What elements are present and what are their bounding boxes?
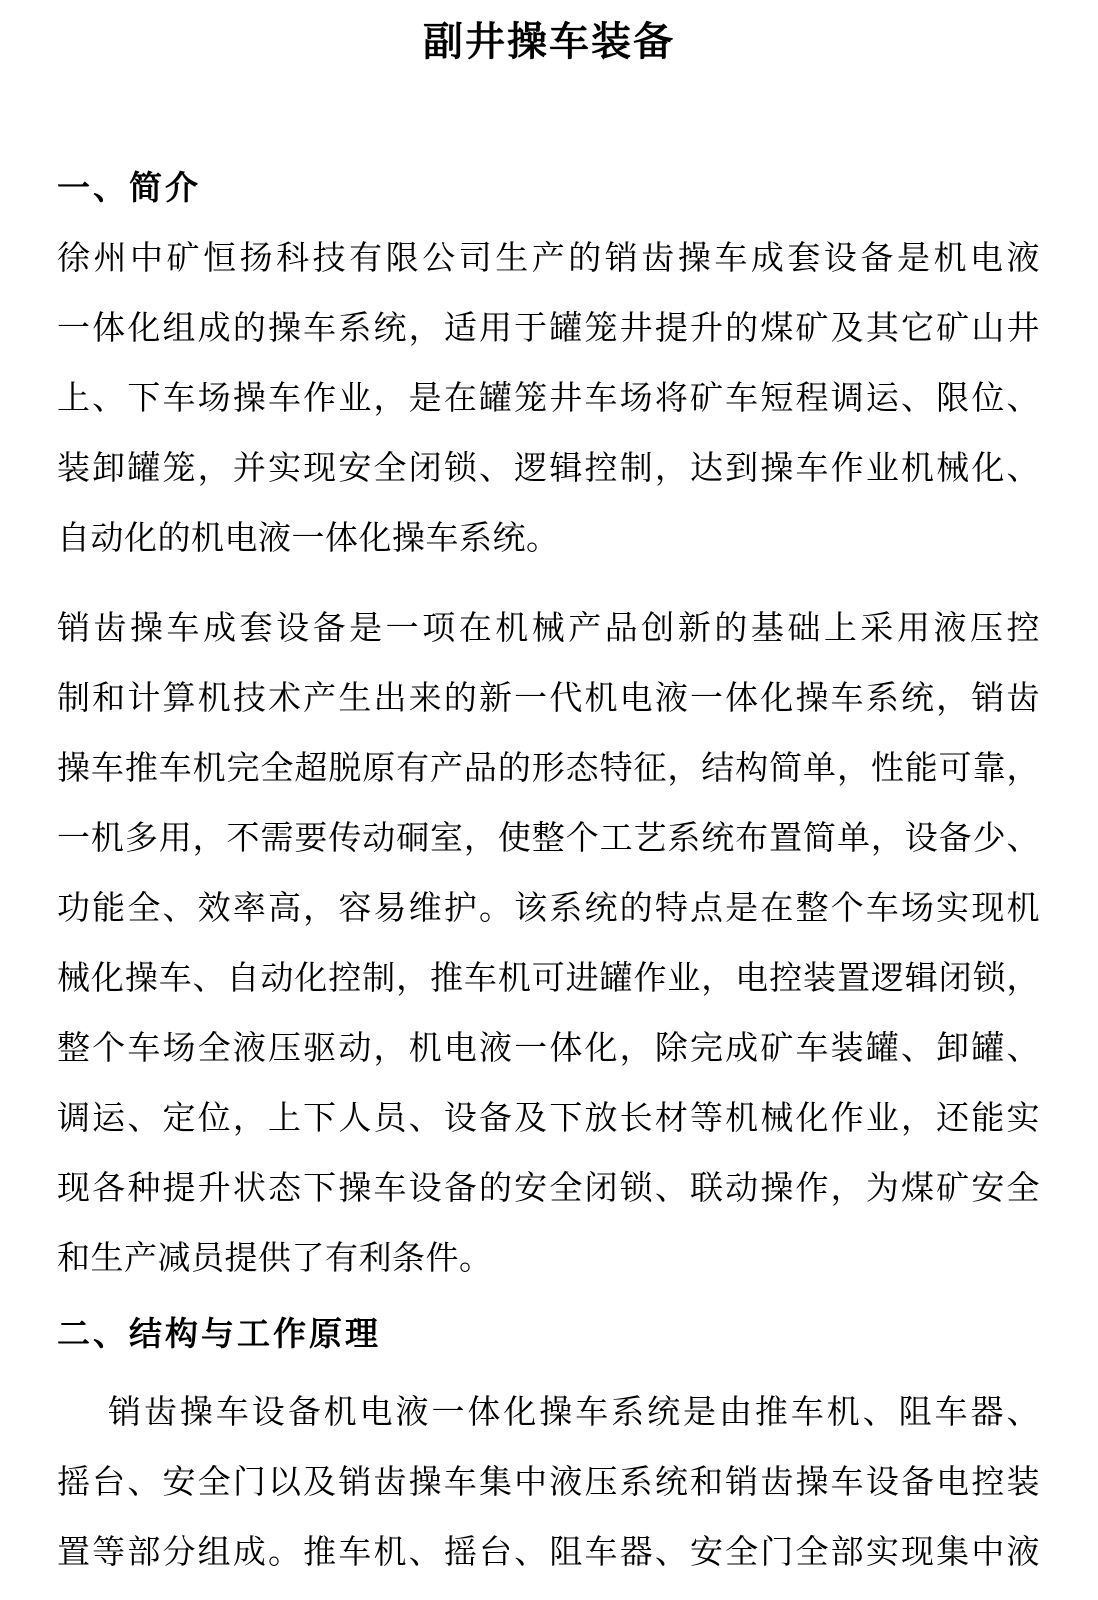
body-line: 徐州中矿恒扬科技有限公司生产的销齿操车成套设备是机电液 [57,239,1040,276]
body-line: 一机多用，不需要传动硐室，使整个工艺系统布置简单，设备少、 [57,819,1040,856]
body-line: 摇台、安全门以及销齿操车集中液压系统和销齿操车设备电控装 [57,1463,1040,1500]
body-line: 调运、定位，上下人员、设备及下放长材等机械化作业，还能实 [57,1099,1040,1136]
body-line: 现各种提升状态下操车设备的安全闭锁、联动操作，为煤矿安全 [57,1169,1040,1206]
section-heading-intro: 一、简介 [57,169,201,206]
body-line: 自动化的机电液一体化操车系统。 [57,519,560,556]
body-line: 械化操车、自动化控制，推车机可进罐作业，电控装置逻辑闭锁， [57,959,1040,996]
document-title: 副井操车装备 [423,20,675,64]
section-heading-structure: 二、结构与工作原理 [57,1315,381,1352]
body-line: 置等部分组成。推车机、摇台、阻车器、安全门全部实现集中液 [57,1533,1040,1570]
body-line: 销齿操车设备机电液一体化操车系统是由推车机、阻车器、 [108,1393,1040,1430]
paragraph [0,223,1098,573]
body-line: 和生产减员提供了有利条件。 [57,1239,493,1276]
body-line: 一体化组成的操车系统，适用于罐笼井提升的煤矿及其它矿山井 [57,309,1040,346]
body-line: 整个车场全液压驱动，机电液一体化，除完成矿车装罐、卸罐、 [57,1029,1040,1066]
body-line: 装卸罐笼，并实现安全闭锁、逻辑控制，达到操车作业机械化、 [57,449,1040,486]
body-line: 制和计算机技术产生出来的新一代机电液一体化操车系统，销齿 [57,679,1040,716]
paragraph [0,1377,1098,1587]
paragraph [0,593,1098,1293]
body-line: 操车推车机完全超脱原有产品的形态特征，结构简单，性能可靠， [57,749,1040,786]
body-line: 功能全、效率高，容易维护。该系统的特点是在整个车场实现机 [57,889,1040,926]
body-line: 上、下车场操车作业，是在罐笼井车场将矿车短程调运、限位、 [57,379,1040,416]
body-line: 销齿操车成套设备是一项在机械产品创新的基础上采用液压控 [57,609,1040,646]
